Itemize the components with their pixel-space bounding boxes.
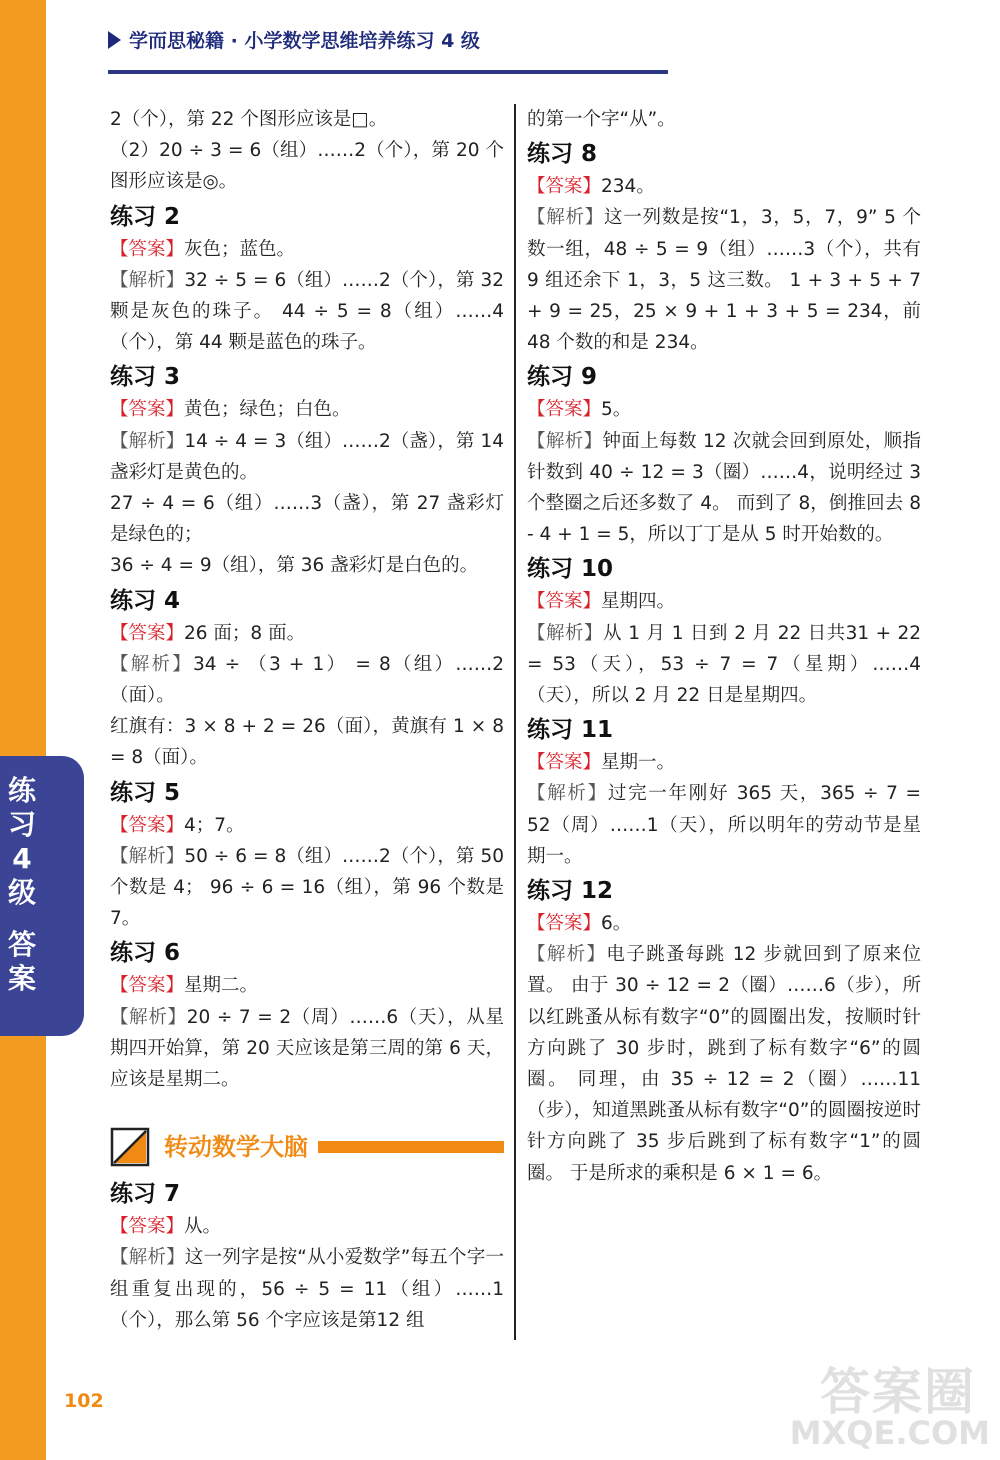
exercise-heading: 练习 8 [527, 141, 598, 168]
exercise-heading: 练习 10 [527, 556, 614, 583]
answer-text: 从。 [184, 1216, 222, 1238]
answer-line [527, 747, 921, 778]
running-header [108, 26, 480, 53]
paragraph: （2）20 ÷ 3 = 6（组）……2（个），第 20 个图形应该是◎。 [110, 140, 504, 193]
analysis-tag: 【解析】 [110, 1006, 187, 1028]
analysis-text: 钟面上每数 12 次就会回到原处，顺指针数到 40 ÷ 12 = 3（圈）……4，说明经过 3 个整圈之后还多数了 4。 而到了 8，倒推回去 8 - 4 + 1 = 5，所以丁丁是从 5 时开始数的。 [527, 430, 921, 546]
paragraph: 2（个），第 22 个图形应该是□。 [110, 109, 388, 130]
watermark-text: 答案圈 [820, 1363, 976, 1421]
analysis-line [110, 1002, 504, 1096]
analysis-text: 从 1 月 1 日到 2 月 22 日共31 + 22 = 53（天），53 ÷ 7 = 7（星期）……4（天），所以 2 月 22 日是星期四。 [527, 622, 921, 707]
answer-tag: 【答案】 [527, 399, 602, 421]
answer-text: 星期二。 [184, 975, 259, 997]
analysis-text: 32 ÷ 5 = 6（组）……2（个），第 32 颗是灰色的珠子。 44 ÷ 5 = 8（组）……4（个），第 44 颗是蓝色的珠子。 [110, 269, 504, 354]
column-divider [514, 104, 516, 1340]
analysis-text: 14 ÷ 4 = 3（组）……2（盏），第 14 盏彩灯是黄色的。 [110, 430, 504, 483]
answer-line [110, 1211, 504, 1242]
exercise-heading: 练习 12 [527, 878, 614, 905]
analysis-tag: 【解析】 [527, 622, 603, 644]
page-number: 102 [64, 1390, 104, 1412]
section-banner [110, 1125, 504, 1169]
answer-tag: 【答案】 [110, 238, 185, 260]
side-tab-char: 级 [7, 876, 36, 909]
answer-tag: 【答案】 [110, 399, 185, 421]
section-title: 转动数学大脑 [164, 1132, 308, 1161]
answer-line [527, 171, 921, 202]
paragraph: 的第一个字“从”。 [527, 109, 676, 130]
analysis-line [527, 426, 921, 551]
analysis-text: 这一列数是按“1，3，5，7，9” 5 个数一组，48 ÷ 5 = 9（组）……3（个），共有 9 组还余下 1，3，5 这三数。 1 + 3 + 5 + 7 + 9 = 25，25 × 9 + 1 + 3 + 5 = 234，前 48 个数的和是 234。 [527, 207, 921, 354]
answer-text: 灰色；蓝色。 [184, 238, 296, 260]
watermark-logo [789, 1352, 990, 1452]
answer-line [110, 810, 504, 841]
watermark-url: MXQE.COM [789, 1414, 990, 1452]
analysis-text: 这一列字是按“从小爱数学”每五个字一组重复出现的，56 ÷ 5 = 11（组）……1（个），那么第 56 个字应该是第12 组 [110, 1247, 504, 1331]
exercise-heading: 练习 7 [110, 1181, 181, 1208]
answer-text: 6。 [601, 913, 632, 935]
analysis-text: 27 ÷ 4 = 6（组）……3（盏），第 27 盏彩灯是绿色的； [110, 493, 504, 546]
answer-line [110, 618, 504, 649]
answer-line [110, 394, 504, 425]
answer-line [110, 970, 504, 1001]
side-tab-char: 练 [7, 774, 36, 807]
analysis-tag: 【解析】 [110, 269, 185, 291]
header-rule [108, 70, 668, 74]
analysis-text: 34 ÷ （3 + 1） = 8（组）……2（面）。 [110, 653, 504, 707]
answer-tag: 【答案】 [110, 622, 185, 644]
answer-tag: 【答案】 [527, 752, 602, 774]
analysis-line [110, 649, 504, 711]
analysis-tag: 【解析】 [110, 653, 193, 675]
answer-line [527, 908, 921, 939]
answer-line [110, 234, 504, 265]
analysis-line [527, 778, 921, 872]
exercise-heading: 练习 2 [110, 203, 181, 230]
side-tab-char: 案 [7, 962, 36, 995]
answer-line [527, 394, 921, 425]
brain-flag-icon [110, 1127, 150, 1167]
analysis-tag: 【解析】 [110, 1247, 185, 1269]
side-tab-char: 答 [7, 928, 36, 961]
analysis-tag: 【解析】 [527, 207, 604, 229]
answer-tag: 【答案】 [110, 814, 185, 836]
answer-tag: 【答案】 [527, 913, 602, 935]
answer-text: 234。 [601, 176, 655, 198]
analysis-text: 过完一年刚好 365 天，365 ÷ 7 = 52（周）……1（天），所以明年的劳动节是星期一。 [527, 783, 921, 867]
side-tab-char: 4 [12, 842, 32, 875]
analysis-line [110, 841, 504, 935]
exercise-heading: 练习 6 [110, 940, 181, 967]
banner-rule [318, 1141, 504, 1153]
analysis-tag: 【解析】 [527, 430, 603, 452]
analysis-line [527, 939, 921, 1189]
exercise-heading: 练习 4 [110, 587, 181, 614]
left-orange-margin [0, 0, 46, 1460]
side-tab-char: 习 [7, 808, 36, 841]
analysis-tag: 【解析】 [527, 783, 608, 805]
exercise-heading: 练习 11 [527, 717, 614, 744]
analysis-tag: 【解析】 [527, 944, 607, 966]
analysis-line [110, 426, 504, 488]
analysis-text: 36 ÷ 4 = 9（组），第 36 盏彩灯是白色的。 [110, 555, 479, 577]
analysis-text: 20 ÷ 7 = 2（周）……6（天），从星期四开始算，第 20 天应该是第三周的第 6 天，应该是星期二。 [110, 1006, 504, 1091]
answer-text: 4；7。 [184, 814, 245, 836]
book-title: 学而思秘籍 · 小学数学思维培养练习 4 级 [129, 30, 480, 52]
exercise-heading: 练习 9 [527, 364, 598, 391]
analysis-text: 电子跳蚤每跳 12 步就回到了原来位置。 由于 30 ÷ 12 = 2（圈）……6（步），所以红跳蚤从标有数字“0”的圆圈出发，按顺时针方向跳了 30 步时，跳到了标有数字“6”的圆圈。 同理，由 35 ÷ 12 = 2（圈）……11（步），知道黑跳蚤从标有数字“0”的圆圈按逆时针方向跳了 35 步后跳到了标有数字“1”的圆圈。 于是所求的乘积是 6 × 1 = 6。 [527, 944, 921, 1184]
answer-text: 5。 [601, 399, 632, 421]
answer-tag: 【答案】 [527, 176, 602, 198]
exercise-heading: 练习 3 [110, 364, 181, 391]
answer-text: 黄色；绿色；白色。 [184, 399, 351, 421]
analysis-tag: 【解析】 [110, 430, 185, 452]
answer-tag: 【答案】 [110, 975, 185, 997]
answer-text: 26 面；8 面。 [184, 622, 306, 644]
answer-text: 星期一。 [601, 752, 676, 774]
right-column [527, 104, 921, 1189]
analysis-text: 50 ÷ 6 = 8（组）……2（个），第 50 个数是 4； 96 ÷ 6 = 16（组），第 96 个数是 7。 [110, 845, 504, 930]
analysis-line [110, 265, 504, 359]
analysis-line [110, 1242, 504, 1336]
triangle-bullet-icon [108, 31, 121, 49]
analysis-line [527, 618, 921, 712]
answer-line [527, 586, 921, 617]
analysis-text: 红旗有：3 × 8 + 2 = 26（面），黄旗有 1 × 8 = 8（面）。 [110, 716, 504, 769]
answer-tag: 【答案】 [527, 591, 602, 613]
analysis-line [527, 202, 921, 358]
answer-tag: 【答案】 [110, 1216, 185, 1238]
analysis-tag: 【解析】 [110, 845, 185, 867]
side-chapter-tab [0, 756, 84, 1036]
answer-text: 星期四。 [601, 591, 676, 613]
exercise-heading: 练习 5 [110, 779, 181, 806]
left-column [110, 104, 504, 1336]
